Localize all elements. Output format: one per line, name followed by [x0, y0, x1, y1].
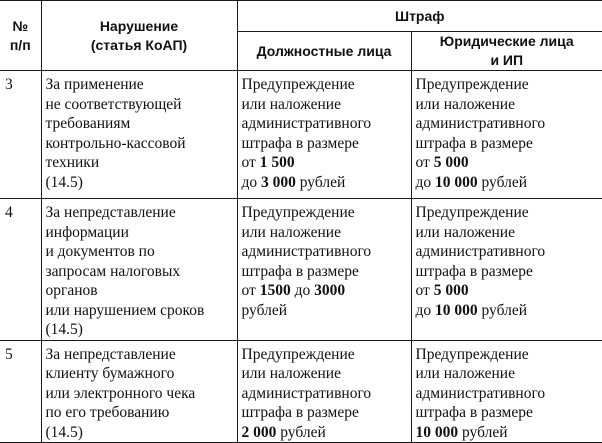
officials-fine-cell [237, 71, 411, 199]
officials-fine-cell [237, 199, 411, 341]
violation-line: контрольно-кассовой [45, 134, 186, 152]
header-row-1 [0, 1, 602, 32]
violation-line: или нарушением сроков [45, 301, 205, 319]
fine-line: административного [241, 243, 372, 260]
fine-amount: 2 000 [241, 423, 277, 441]
fine-suffix: рублей [241, 301, 288, 319]
fine-prefix: от [241, 154, 260, 171]
violation-line: (14.5) [45, 321, 83, 338]
fine-line: или наложение [415, 365, 515, 382]
legal-fine-cell [411, 199, 602, 341]
table-row [0, 340, 602, 443]
fine-suffix: рублей [477, 301, 528, 319]
fine-line: административного [415, 384, 546, 402]
header-legal-line1: Юридические лица [439, 33, 574, 49]
legal-fine-cell [411, 71, 602, 199]
fine-to-line [416, 173, 599, 193]
fine-line: или наложение [241, 365, 341, 382]
fine-prefix: до [241, 173, 262, 191]
table-row [0, 71, 602, 199]
violation-line: требованиям [45, 115, 131, 132]
fine-to-line [242, 173, 407, 193]
fine-suffix: рублей [276, 423, 326, 441]
header-violation-line2: (статья КоАП) [90, 36, 188, 53]
header-officials: Должностные лица [237, 32, 411, 71]
violation-line: За непредставление [45, 345, 176, 363]
fine-line: или наложение [415, 95, 515, 113]
fine-from-line [416, 281, 599, 301]
fine-suffix: рублей [295, 173, 346, 191]
fine-line: административного [241, 115, 372, 132]
fine-from-line [242, 153, 407, 173]
row-number: 5 [0, 340, 41, 443]
header-num-line2: п/п [9, 36, 31, 53]
fine-suffix: рублей [477, 173, 528, 191]
violation-line: техники [45, 154, 100, 171]
fine-amount-line [416, 423, 599, 443]
fine-amount: 1500 [259, 282, 291, 299]
fine-prefix: до [415, 173, 436, 191]
officials-fine-cell [237, 340, 411, 443]
row-number: 3 [0, 71, 41, 199]
fine-line: административного [415, 243, 546, 260]
fine-amount: 10 000 [415, 423, 459, 441]
violation-line: клиенту бумажного [45, 365, 175, 382]
legal-fine-cell [411, 340, 602, 443]
fine-line: Предупреждение [415, 76, 529, 93]
header-violation [41, 1, 237, 71]
fine-from-line [416, 153, 599, 173]
violation-line: органов [45, 282, 98, 299]
fine-amount: 10 000 [435, 173, 478, 191]
violation-line: или электронного чека [45, 384, 196, 402]
fine-line: Предупреждение [241, 204, 355, 221]
fine-line: штрафа в размере [241, 134, 359, 152]
fine-line: штрафа в размере [415, 262, 533, 280]
header-fine: Штраф [237, 1, 602, 32]
row-number: 4 [0, 199, 41, 341]
violation-line: информации [45, 223, 129, 241]
fine-amount: 1 500 [259, 154, 295, 171]
fine-amount: 5 000 [433, 282, 469, 299]
fine-prefix: до [290, 282, 315, 299]
violation-line: (14.5) [45, 173, 83, 191]
fine-prefix: от [241, 282, 260, 299]
fine-amount: 3 000 [261, 173, 296, 191]
fine-prefix: от [415, 282, 434, 299]
fine-line: штрафа в размере [415, 134, 533, 152]
violation-line: За непредставление [45, 204, 176, 221]
fine-line: административного [241, 384, 372, 402]
header-legal-line2: и ИП [490, 52, 524, 68]
fine-to-line [416, 301, 599, 321]
fine-suffix: рублей [458, 423, 508, 441]
fine-prefix: от [415, 154, 434, 171]
fine-prefix: до [415, 301, 436, 319]
fine-line: Предупреждение [241, 76, 355, 93]
violation-line: (14.5) [45, 423, 83, 441]
header-num-line1: № [12, 17, 29, 34]
fine-line: или наложение [415, 223, 515, 241]
violation-line: не соответствующей [45, 95, 182, 113]
header-violation-line1: Нарушение [99, 17, 179, 34]
fine-range-line [242, 281, 407, 301]
fine-line: Предупреждение [241, 345, 355, 363]
violation-cell [41, 71, 237, 199]
fine-line: Предупреждение [415, 345, 529, 363]
violation-line: запросам налоговых [45, 262, 181, 280]
fine-amount: 10 000 [435, 301, 478, 319]
violation-cell [41, 199, 237, 341]
table-row [0, 199, 602, 341]
fine-amount: 3000 [314, 282, 346, 299]
fine-line: Предупреждение [415, 204, 529, 221]
fine-line: или наложение [241, 95, 341, 113]
violation-line: по его требованию [45, 404, 170, 421]
violation-cell [41, 340, 237, 443]
violation-line: За применение [45, 76, 144, 93]
header-legal [411, 32, 602, 71]
fine-line: штрафа в размере [241, 404, 359, 421]
fine-line: или наложение [241, 223, 341, 241]
fine-line: штрафа в размере [241, 262, 359, 280]
fine-line: штрафа в размере [415, 404, 533, 421]
fine-line: административного [415, 115, 546, 132]
violation-line: и документов по [45, 243, 155, 260]
fine-amount-line [242, 423, 407, 443]
header-num [0, 1, 41, 71]
fine-amount: 5 000 [433, 154, 469, 171]
